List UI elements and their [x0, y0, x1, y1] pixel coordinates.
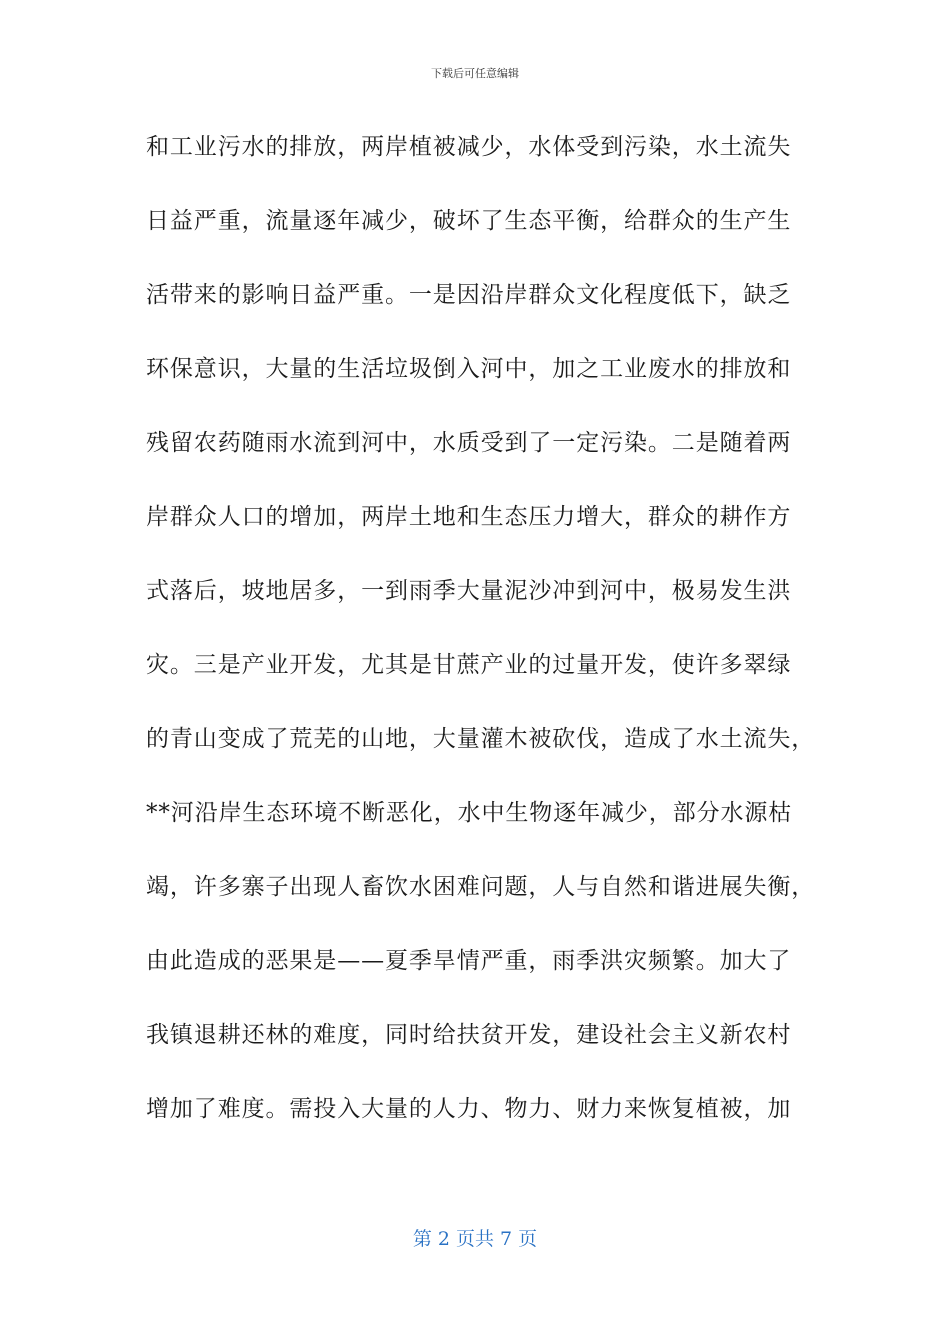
body-line: **河沿岸生态环境不断恶化，水中生物逐年减少，部分水源枯 [146, 800, 793, 826]
body-line: 式落后，坡地居多，一到雨季大量泥沙冲到河中，极易发生洪 [146, 578, 792, 604]
page-label-prefix: 第 [412, 1228, 438, 1250]
body-line: 我镇退耕还林的难度，同时给扶贫开发，建设社会主义新农村 [146, 1022, 792, 1048]
body-line: 环保意识，大量的生活垃圾倒入河中，加之工业废水的排放和 [146, 356, 792, 382]
current-page-number: 2 [437, 1228, 450, 1250]
body-line: 竭，许多寨子出现人畜饮水困难问题，人与自然和谐进展失衡， [146, 874, 816, 900]
body-line: 残留农药随雨水流到河中，水质受到了一定污染。二是随着两 [146, 430, 792, 456]
body-line: 增加了难度。需投入大量的人力、物力、财力来恢复植被，加 [146, 1096, 792, 1122]
body-line: 和工业污水的排放，两岸植被减少，水体受到污染，水土流失 [146, 134, 792, 160]
page-label-suffix: 页 [512, 1228, 538, 1250]
page-header: 下载后可任意编辑 [431, 67, 519, 80]
document-body [146, 123, 816, 1159]
page-footer [0, 1226, 950, 1252]
body-line: 岸群众人口的增加，两岸土地和生态压力增大，群众的耕作方 [146, 504, 792, 530]
body-line: 灾。三是产业开发，尤其是甘蔗产业的过量开发，使许多翠绿 [146, 652, 792, 678]
total-pages-number: 7 [500, 1228, 513, 1250]
body-line: 日益严重，流量逐年减少，破坏了生态平衡，给群众的生产生 [146, 208, 792, 234]
body-line: 由此造成的恶果是——夏季旱情严重，雨季洪灾频繁。加大了 [146, 948, 792, 974]
body-line: 活带来的影响日益严重。一是因沿岸群众文化程度低下，缺乏 [146, 282, 792, 308]
body-line: 的青山变成了荒芜的山地，大量灌木被砍伐，造成了水土流失， [146, 726, 816, 752]
page-label-middle: 页共 [449, 1228, 501, 1250]
